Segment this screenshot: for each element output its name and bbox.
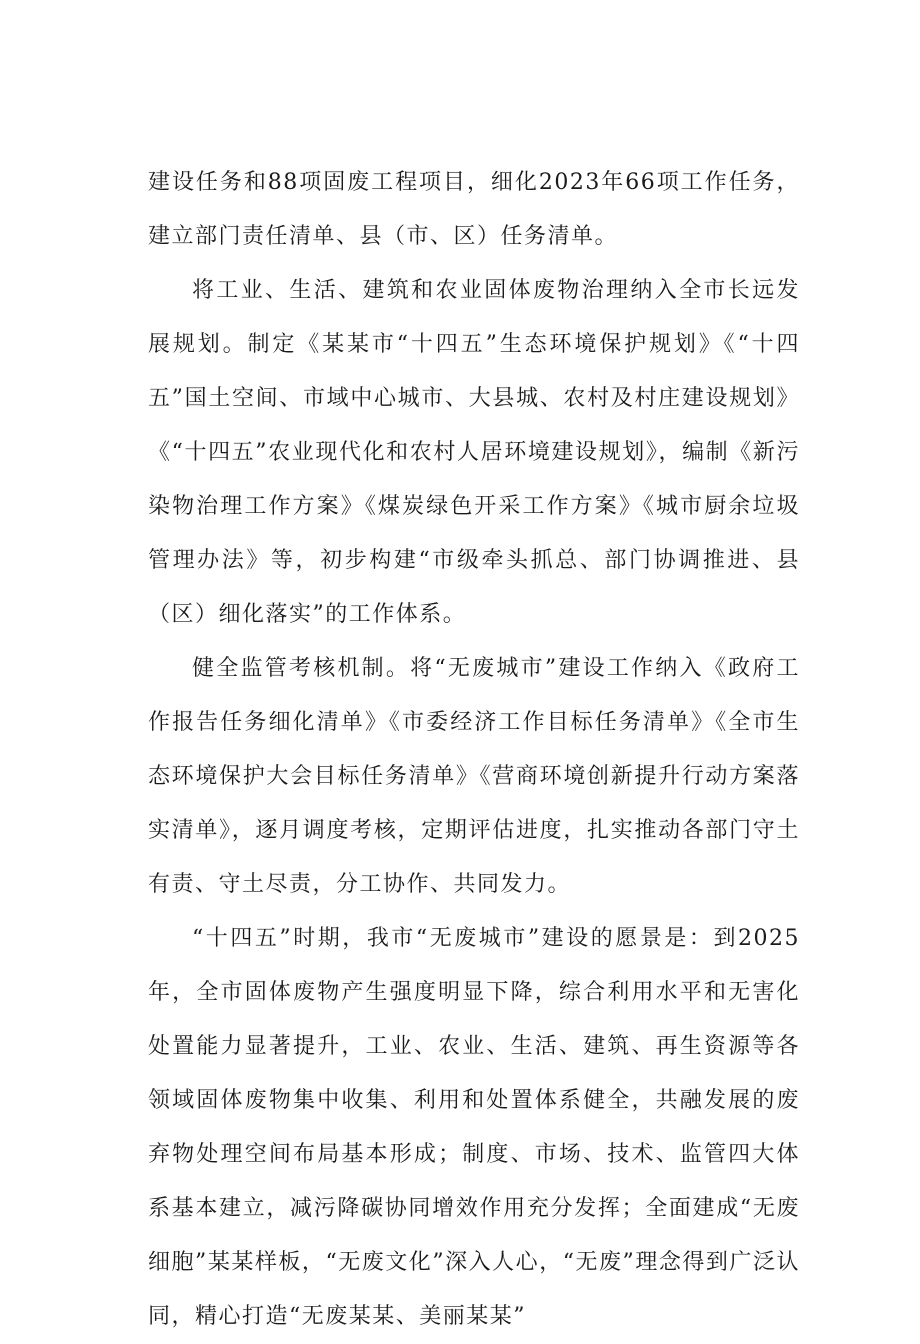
paragraph-vision: “十四五”时期，我市“无废城市”建设的愿景是：到2025年，全市固体废物产生强度明显下降，综合利用水平和无害化处置能力显著提升，工业、农业、生活、建筑、再生资源等各领域固体废物集中收集、利用和处置体系健全，共融发展的废弃物处理空间布局基本形成；制度、市场、技术、监管四大体系基本建立，减污降碳协同增效作用充分发挥；全面建成“无废细胞”某某样板，“无废文化”深入人心，“无废”理念得到广泛认同，精心打造“无废某某、美丽某某” <box>148 926 800 1329</box>
document-body <box>148 156 800 1344</box>
paragraph-supervision: 健全监管考核机制。将“无废城市”建设工作纳入《政府工作报告任务细化清单》《市委经济工作目标任务清单》《全市生态环境保护大会目标任务清单》《营商环境创新提升行动方案落实清单》，逐月调度考核，定期评估进度，扎实推动各部门守土有责、守土尽责，分工协作、共同发力。 <box>148 656 800 897</box>
paragraph-task-list: 建设任务和88项固废工程项目，细化2023年66项工作任务，建立部门责任清单、县（市、区）任务清单。 <box>148 170 800 249</box>
paragraph-planning: 将工业、生活、建筑和农业固体废物治理纳入全市长远发展规划。制定《某某市“十四五”生态环境保护规划》《“十四五”国土空间、市域中心城市、大县城、农村及村庄建设规划》《“十四五”农业现代化和农村人居环境建设规划》，编制《新污染物治理工作方案》《煤炭绿色开采工作方案》《城市厨余垃圾管理办法》等，初步构建“市级牵头抓总、部门协调推进、县（区）细化落实”的工作体系。 <box>148 278 800 627</box>
